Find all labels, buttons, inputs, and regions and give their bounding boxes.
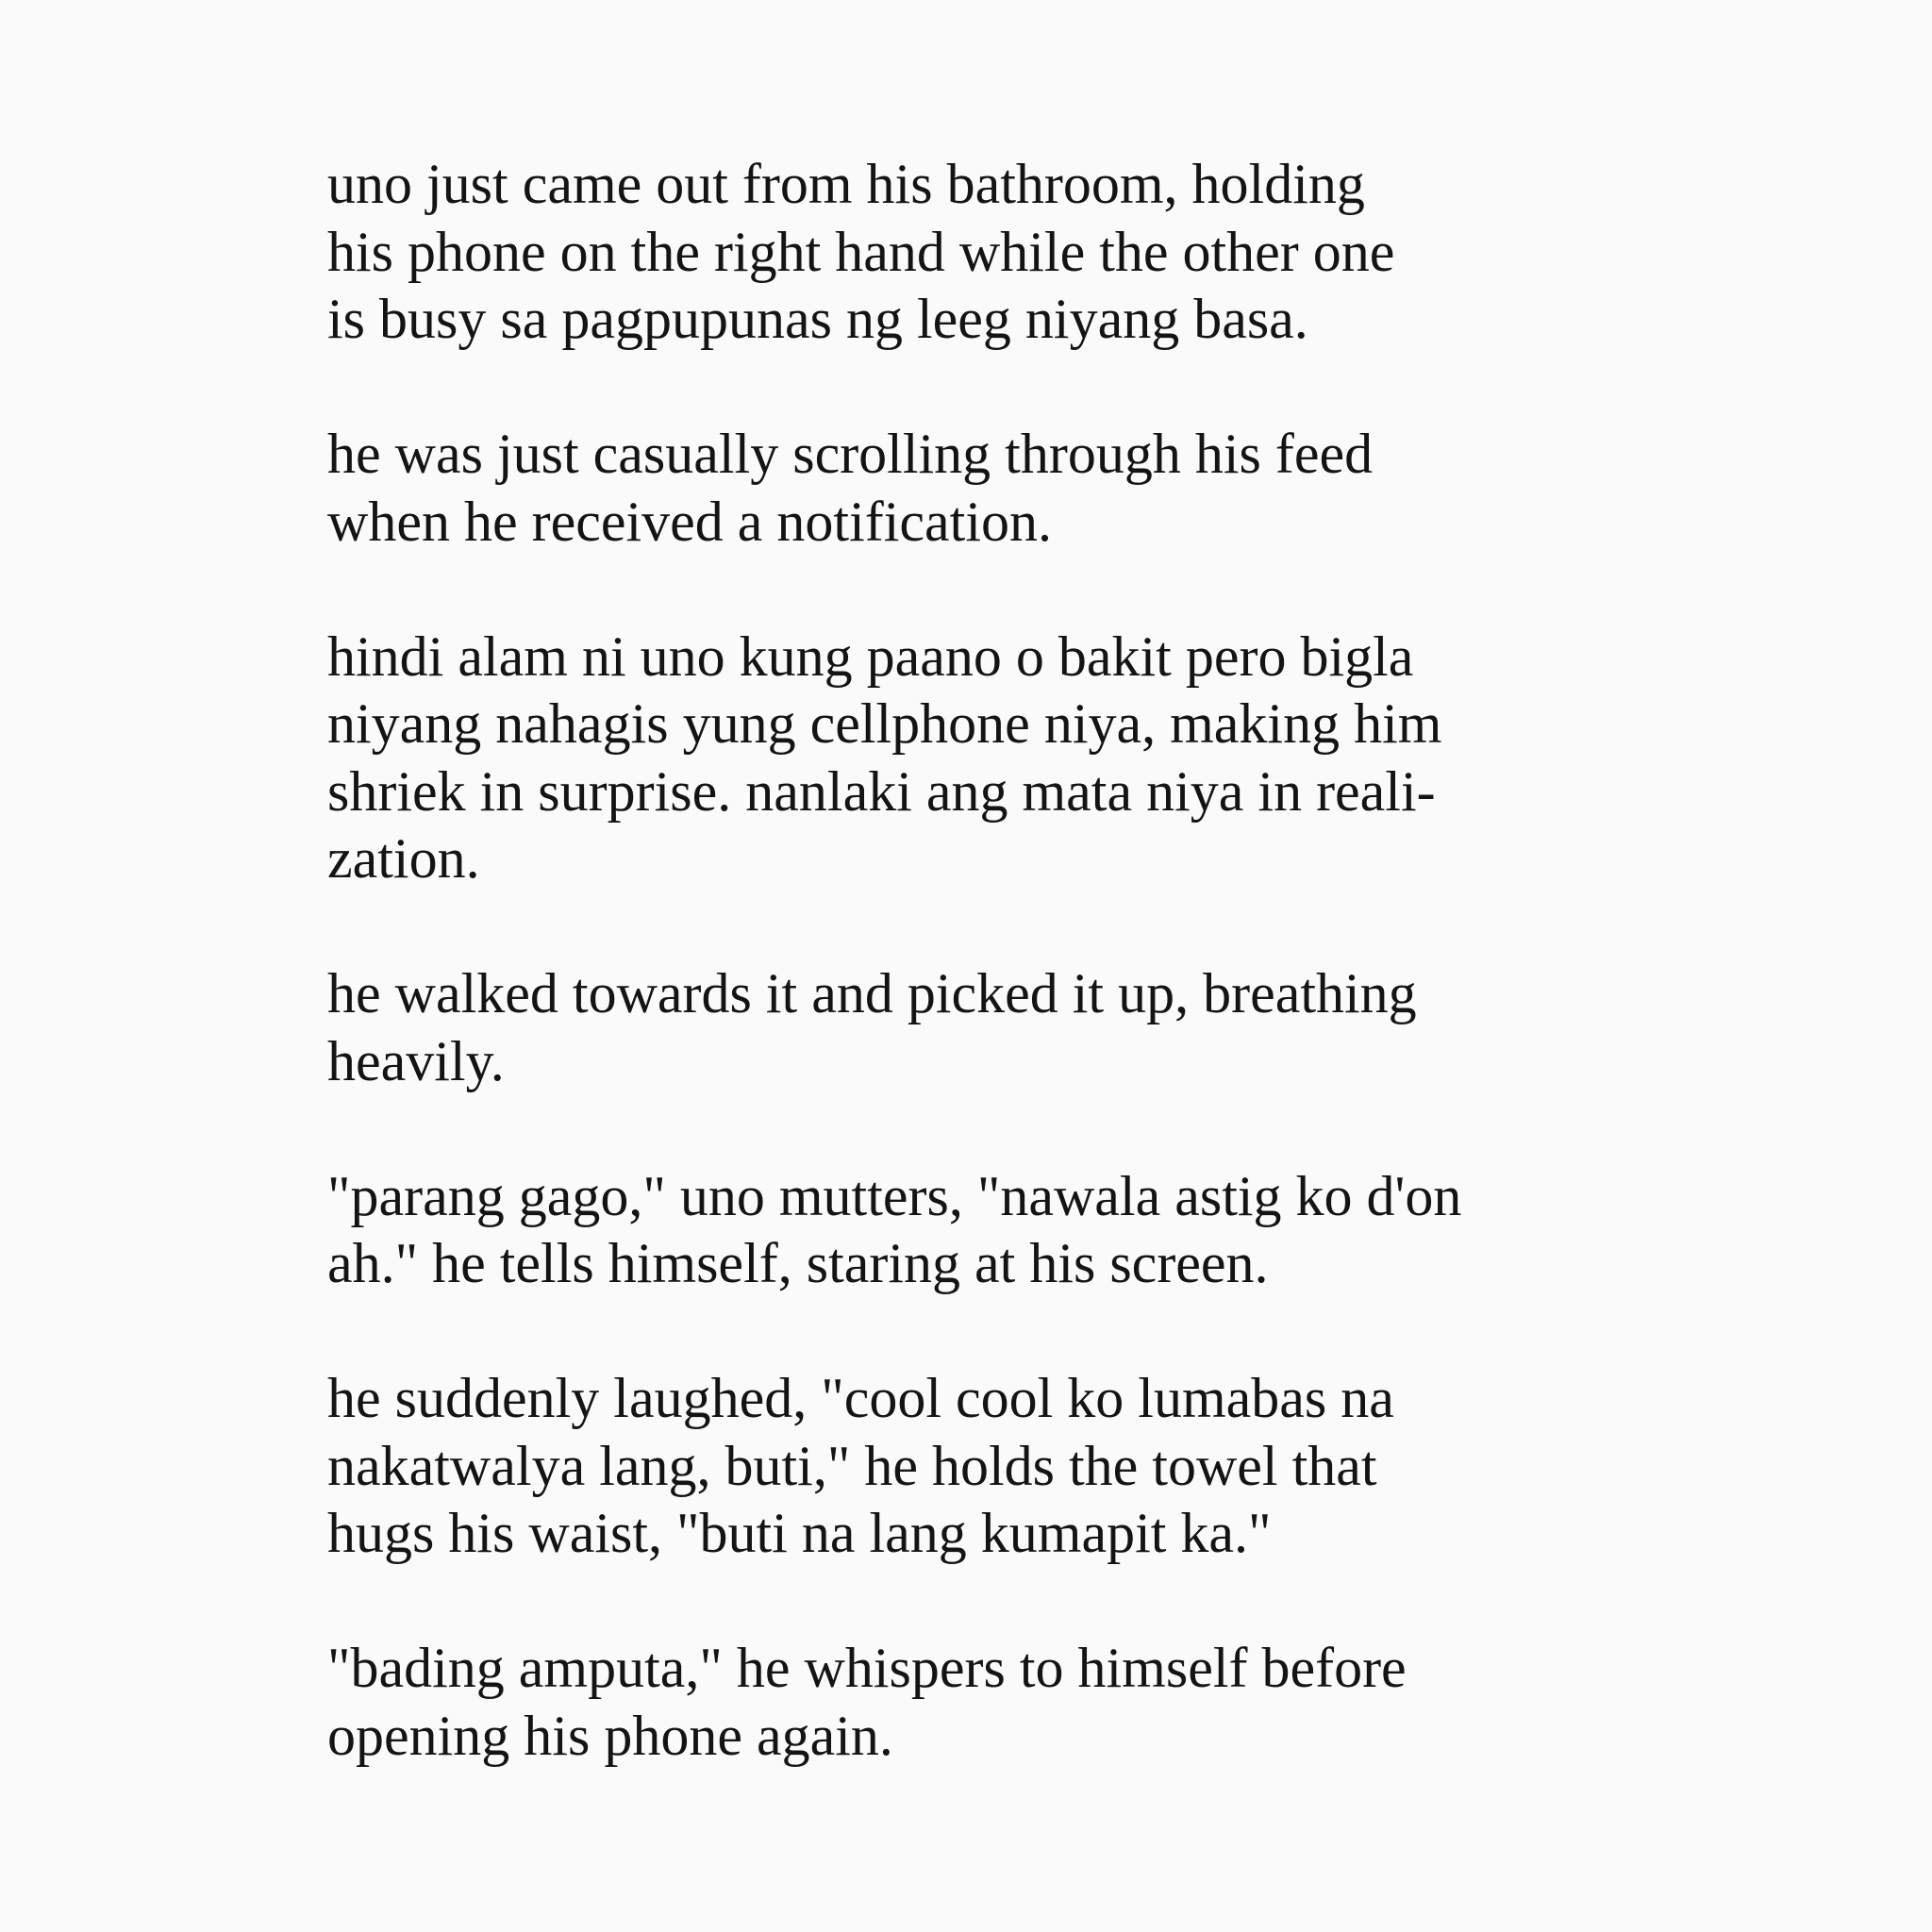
- paragraph-4: [327, 960, 1648, 1095]
- text-line: zation.: [327, 827, 480, 890]
- text-line: niyang nahagis yung cellphone niya, making him: [327, 692, 1442, 755]
- text-line: heavily.: [327, 1029, 505, 1092]
- text-line: "parang gago," uno mutters, "nawala astig ko d'on: [327, 1164, 1462, 1227]
- text-line: he walked towards it and picked it up, breathing: [327, 962, 1417, 1024]
- text-line: his phone on the right hand while the other one: [327, 220, 1395, 283]
- text-line: uno just came out from his bathroom, holding: [327, 153, 1365, 215]
- paragraph-7: [327, 1635, 1648, 1770]
- text-line: hindi alam ni uno kung paano o bakit pero bigla: [327, 625, 1414, 688]
- text-line: opening his phone again.: [327, 1704, 893, 1767]
- text-line: "bading amputa," he whispers to himself before: [327, 1637, 1407, 1699]
- paragraph-2: [327, 421, 1648, 556]
- text-line: when he received a notification.: [327, 490, 1052, 553]
- paragraph-6: [327, 1365, 1648, 1568]
- paragraph-5: [327, 1163, 1648, 1298]
- text-line: ah." he tells himself, staring at his screen.: [327, 1232, 1269, 1294]
- text-line: nakatwalya lang, buti," he holds the towel that: [327, 1434, 1377, 1497]
- text-line: shriek in surprise. nanlaki ang mata niya in reali-: [327, 759, 1436, 823]
- text-line: he was just casually scrolling through his feed: [327, 423, 1374, 485]
- text-line: is busy sa pagpupunas ng leeg niyang basa.: [327, 288, 1308, 350]
- text-line: hugs his waist, "buti na lang kumapit ka.": [327, 1502, 1272, 1564]
- story-text: [327, 151, 1648, 1838]
- paragraph-3: [327, 624, 1648, 893]
- text-line: he suddenly laughed, "cool cool ko lumabas na: [327, 1367, 1394, 1429]
- paragraph-1: [327, 151, 1648, 354]
